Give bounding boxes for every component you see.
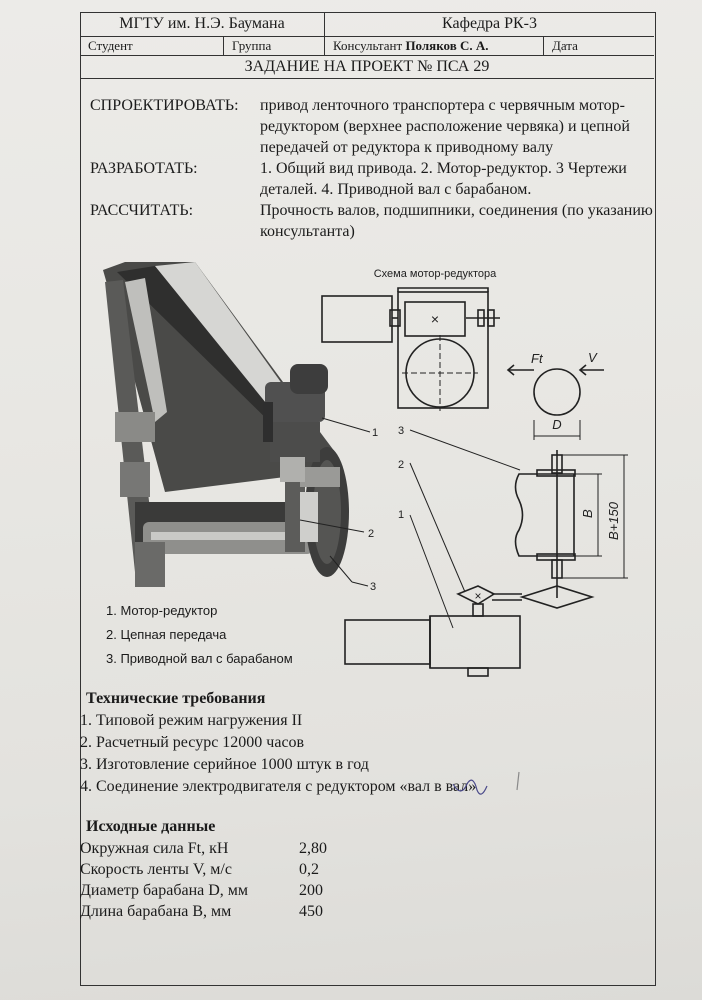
input-name-force: Окружная сила Ft, кН <box>80 840 229 857</box>
input-name-speed: Скорость ленты V, м/с <box>80 861 232 878</box>
input-name-diameter: Диаметр барабана D, мм <box>80 882 249 899</box>
diameter-label: D <box>552 417 562 432</box>
consultant-label: Консультант <box>333 38 403 53</box>
title-block-row-2 <box>80 37 654 56</box>
conveyor-illustration <box>95 262 370 602</box>
callout-2-photo: 2 <box>368 528 375 540</box>
design-text: привод ленточного транспортера с червячным мотор-редуктором (верхнее расположение червяка) и цепной передачей от редуктора к приводному валу <box>260 97 630 156</box>
input-value-force: 2,80 <box>299 840 327 857</box>
input-name-length: Длина барабана B, мм <box>80 903 232 920</box>
student-label: Студент <box>80 37 224 55</box>
length-total-label: B+150 <box>606 502 621 540</box>
worm-mark: × <box>430 311 440 327</box>
input-data-title: Исходные данные <box>86 818 216 835</box>
callout-3-scheme: 3 <box>398 425 405 437</box>
requirement-item-4: 4. Соединение электродвигателя с редуктором «вал в вал» <box>80 778 477 795</box>
input-value-length: 450 <box>299 903 323 920</box>
date-label: Дата <box>552 38 578 53</box>
assignment-title: ЗАДАНИЕ НА ПРОЕКТ № ПСА 29 <box>244 58 490 75</box>
length-label: B <box>580 509 595 518</box>
requirement-item-3: 3. Изготовление серийное 1000 штук в год <box>80 756 369 773</box>
callout-3-photo: 3 <box>370 581 377 593</box>
requirement-item-1: 1. Типовой режим нагружения II <box>80 712 303 729</box>
calc-label: РАССЧИТАТЬ: <box>90 202 194 219</box>
calc-text: Прочность валов, подшипники, соединения (по указанию консультанта) <box>260 202 653 240</box>
legend-item-1: 1. Мотор-редуктор <box>106 603 218 618</box>
title-block <box>80 12 654 79</box>
callout-2-scheme: 2 <box>398 459 405 471</box>
callout-1-photo: 1 <box>372 427 379 439</box>
consultant-field <box>325 37 544 55</box>
develop-label: РАЗРАБОТАТЬ: <box>90 160 198 177</box>
consultant-name: Поляков С. А. <box>405 38 489 53</box>
legend-item-3: 3. Приводной вал с барабаном <box>106 651 293 666</box>
title-block-row-1 <box>80 12 654 37</box>
develop-text: 1. Общий вид привода. 2. Мотор-редуктор. 3 Чертежи деталей. 4. Приводной вал с барабаном. <box>260 160 627 198</box>
chain-mark: × <box>474 589 482 603</box>
requirements-title: Технические требования <box>86 690 266 707</box>
legend-item-2: 2. Цепная передача <box>106 627 227 642</box>
requirement-item-2: 2. Расчетный ресурс 12000 часов <box>80 734 305 751</box>
title-block-row-3 <box>80 56 654 79</box>
speed-label: V <box>588 350 597 365</box>
group-label: Группа <box>224 37 325 55</box>
handwritten-mark <box>435 770 535 806</box>
university-name: МГТУ им. Н.Э. Баумана <box>80 12 325 36</box>
input-value-diameter: 200 <box>299 882 323 899</box>
department-name: Кафедра РК-3 <box>442 15 537 32</box>
scheme-title: Схема мотор-редуктора <box>373 268 497 280</box>
callout-1-scheme: 1 <box>398 509 405 521</box>
input-value-speed: 0,2 <box>299 861 319 878</box>
design-label: СПРОЕКТИРОВАТЬ: <box>90 97 239 114</box>
force-label: Ft <box>531 351 543 366</box>
